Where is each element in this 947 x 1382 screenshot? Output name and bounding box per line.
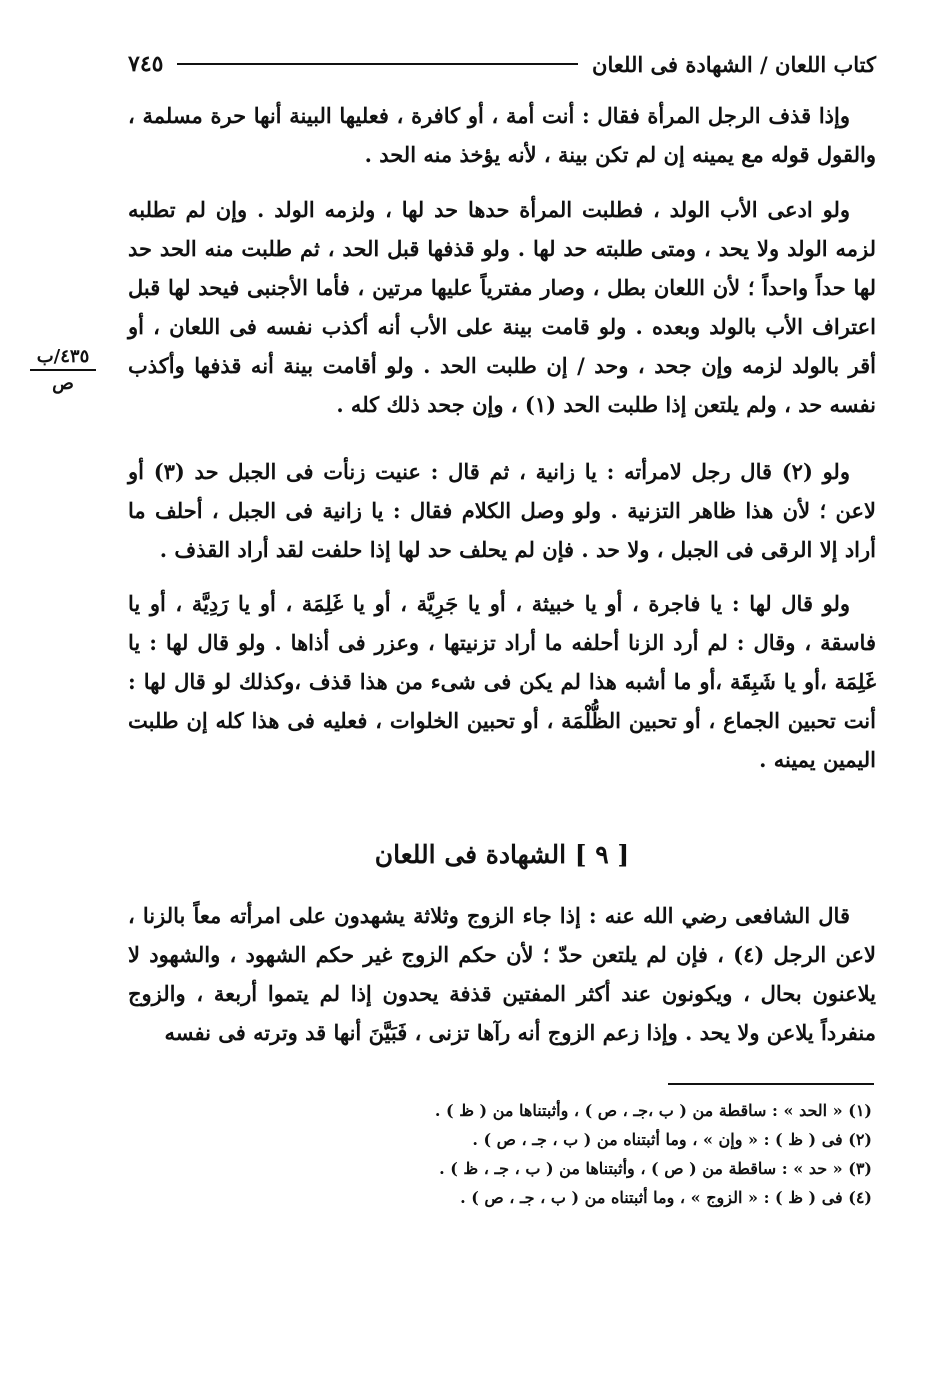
- footnotes: [128, 1096, 876, 1212]
- section-paragraph: [128, 896, 876, 1052]
- running-header: [128, 42, 876, 86]
- paragraph-text: وإذا قذف الرجل المرأة فقال : أنت أمة ، أو كافرة ، فعليها البينة أنها حرة مسلمة ، والقول قوله مع يمينه إن لم تكن بينة ، لأنه يؤخذ منه الحد .: [128, 103, 876, 167]
- footnote-3: (٣) « حد » : ساقطة من ( ص ) ، وأثبتناها من ( ب ، جـ ، ظ ) .: [439, 1159, 872, 1178]
- header-rule: [177, 63, 578, 65]
- paragraph-2: [128, 190, 876, 424]
- paragraph-4: [128, 584, 876, 779]
- section-heading: [ ٩ ] الشهادة فى اللعان: [374, 840, 630, 869]
- paragraph-text: ولو قال لها : يا فاجرة ، أو يا خبيثة ، أو يا جَرِيَّة ، أو يا غَلِمَة ، أو يا رَدِيَّة ، أو يا فاسقة ، وقال : لم أرد الزنا أحلفه ما أراد تزنيتها ، وعزر فى أذاها . ولو قال لها : يا غَلِمَة ،أو يا شَبِقَة ،أو ما أشبه هذا لم يكن فى شىء من هذا قذف ،وكذلك لو قال لها : أنت تحبين الجماع ، أو تحبين الظُّلْمَة ، أو تحبين الخلوات ، فعليه فى هذا كله إن طلبت اليمين يمينه .: [128, 591, 876, 772]
- paragraph-text: ولو ادعى الأب الولد ، فطلبت المرأة حدها حد لها ، ولزمه الولد . وإن لم تطلبه لزمه الولد ولا يحد ، ومتى طلبته حد لها . ولو قذفها قبل الحد ، ثم طلبت منه الحد حد لها حداً واحداً ؛ لأن اللعان بطل ، وصار مفترياً عليها مرتين ، فأما الأجنبى فيحد لها قبل اعتراف الأب بالولد وبعده . ولو قامت بينة على الأب أنه أكذب نفسه فى اللعان ، أو أقر بالولد لزمه وإن جحد ، وحد / إن طلبت الحد . ولو أقامت بينة أنه قذفها وأكذب نفسه حد ، ولم يلتعن إذا طلبت الحد (١) ، وإن جحد ذلك كله .: [128, 197, 876, 417]
- footnote-2: (٢) فى ( ظ ) : « وإن » ، وما أثبتناه من ( ب ، جـ ، ص ) .: [472, 1130, 872, 1149]
- paragraph-text: ولو (٢) قال رجل لامرأته : يا زانية ، ثم قال : عنيت زنأت فى الجبل حد (٣) أو لاعن ؛ لأن هذا ظاهر التزنية . ولو وصل الكلام فقال : يا زانية فى الجبل ، أحلف ما أراد إلا الرقى فى الجبل ، ولا حد . فإن لم يحلف حد لها إذا حلفت لقد أراد القذف .: [128, 459, 876, 562]
- paragraph-1: [128, 96, 876, 174]
- folio-reference: ٤٣٥/ب: [30, 346, 96, 371]
- manuscript-folio-note: [30, 346, 96, 394]
- footnote-4: (٤) فى ( ظ ) : « الزوج » ، وما أثبتناه من ( ب ، جـ ، ص ) .: [460, 1188, 872, 1207]
- footnote-1: (١) « الحد » : ساقطة من ( ب ،جـ ، ص ) ، وأثبتناها من ( ظ ) .: [434, 1101, 872, 1120]
- paragraph-3: [128, 452, 876, 569]
- page-number: ٧٤٥: [128, 51, 164, 77]
- footnote-divider: [668, 1083, 874, 1085]
- manuscript-siglum: ص: [52, 373, 74, 394]
- running-title: كتاب اللعان / الشهادة فى اللعان: [592, 51, 876, 77]
- paragraph-text: قال الشافعى رضي الله عنه : إذا جاء الزوج وثلاثة يشهدون على امرأته معاً بالزنا ، لاعن الرجل (٤) ، فإن لم يلتعن حدّ ؛ لأن حكم الزوج غير حكم الشهود ، والشهود لا يلاعنون بحال ، ويكونون عند أكثر المفتين قذفة يحدون إذا لم يتموا أربعة ، والزوج منفرداً يلاعن ولا يحد . وإذا زعم الزوج أنه رآها تزنى ، فَبَيَّنَ أنها قد وترته فى نفسه: [128, 903, 877, 1045]
